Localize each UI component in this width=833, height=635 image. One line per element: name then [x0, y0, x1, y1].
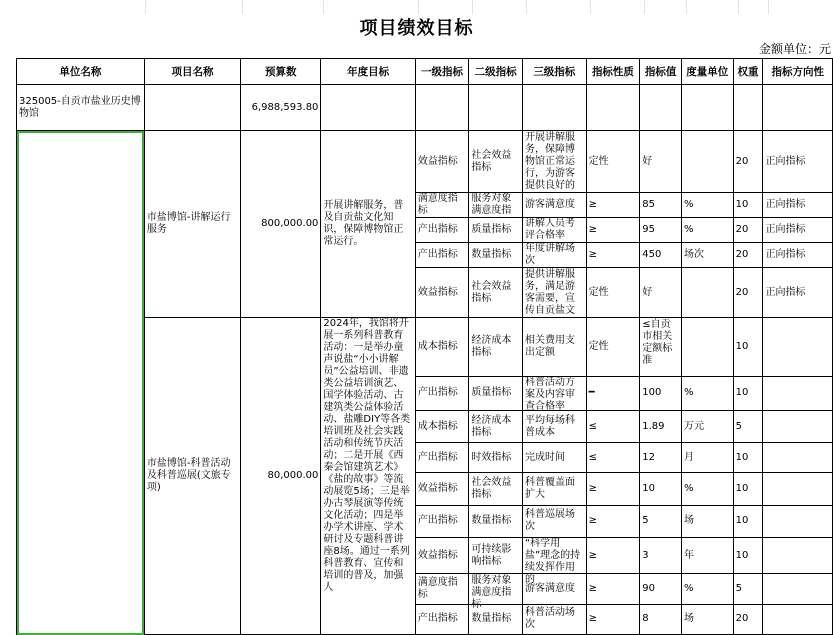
unit-cell[interactable]: % [681, 193, 733, 218]
empty-cell[interactable] [415, 85, 469, 131]
header-row [17, 59, 833, 85]
level3-cell[interactable] [522, 131, 586, 193]
level2-cell[interactable]: 社会效益指标 [469, 268, 523, 318]
project1-goal-cell[interactable]: 开展讲解服务，普及自贡盐文化知识，保障博物馆正常运行。 [321, 131, 415, 318]
unit-budget-cell[interactable]: 6,988,593.80 [241, 85, 321, 131]
empty-cell[interactable] [469, 85, 523, 131]
nature-cell[interactable]: 定性 [586, 268, 640, 318]
weight-cell[interactable]: 20 [733, 218, 763, 243]
level3-cell[interactable]: 科普活动场次 [522, 604, 586, 634]
header-measure-unit[interactable]: 度量单位 [681, 59, 733, 85]
direction-cell[interactable] [763, 473, 833, 505]
empty-cell[interactable] [522, 85, 586, 131]
nature-cell[interactable]: ≥ [586, 243, 640, 268]
level2-cell[interactable]: 可持续影响指标 [469, 538, 523, 574]
weight-cell[interactable]: 5 [733, 574, 763, 604]
unit-cell[interactable] [681, 131, 733, 193]
level3-text: 开展讲解服务，保障博物馆正常运行，为游客提供良好的 [524, 131, 575, 191]
project1-name-cell[interactable]: 市盐博馆-讲解运行服务 [144, 131, 240, 318]
direction-cell[interactable] [763, 376, 833, 410]
empty-cell[interactable] [681, 85, 733, 131]
weight-cell[interactable]: 10 [733, 443, 763, 473]
unit-cell[interactable]: 万元 [681, 410, 733, 442]
direction-cell[interactable] [763, 574, 833, 604]
header-annual-goal[interactable]: 年度目标 [321, 59, 415, 85]
unit-cell[interactable]: % [681, 376, 733, 410]
level3-text: 提供讲解服务，满足游客需要，宣传自贡盐文 [524, 268, 575, 316]
value-text: ≤自贡市相关定额标准 [642, 318, 673, 366]
table-row [17, 131, 833, 193]
direction-cell[interactable] [763, 505, 833, 537]
project2-name-cell[interactable]: 市盐博馆-科普活动及科普巡展(文旅专项) [144, 318, 240, 635]
header-indicator-value[interactable]: 指标值 [640, 59, 682, 85]
level3-cell[interactable] [522, 218, 586, 243]
unit-cell[interactable] [681, 318, 733, 377]
direction-cell[interactable]: 正向指标 [763, 218, 833, 243]
direction-cell[interactable] [763, 538, 833, 574]
direction-cell[interactable] [763, 604, 833, 634]
empty-cell[interactable] [586, 85, 640, 131]
empty-cell[interactable] [640, 85, 682, 131]
level1-cell[interactable]: 产出指标 [415, 604, 469, 634]
level1-cell[interactable]: 满意度指标 [415, 574, 469, 604]
level3-cell[interactable]: 相关费用支出定额 [522, 318, 586, 377]
level1-cell[interactable]: 产出指标 [415, 376, 469, 410]
direction-cell[interactable] [763, 443, 833, 473]
level3-cell[interactable]: 游客满意度 [522, 574, 586, 604]
level3-cell[interactable]: 平均每场科普成本 [522, 410, 586, 442]
nature-cell[interactable]: ━ [586, 376, 640, 410]
value-cell[interactable]: 450 [640, 243, 682, 268]
level1-cell[interactable]: 产出指标 [415, 218, 469, 243]
level1-cell[interactable]: 效益指标 [415, 473, 469, 505]
level1-cell[interactable]: 产出指标 [415, 505, 469, 537]
value-cell[interactable]: 5 [640, 505, 682, 537]
header-level2-indicator[interactable]: 二级指标 [469, 59, 523, 85]
unit-cell[interactable]: % [681, 218, 733, 243]
level2-cell[interactable]: 经济成本指标 [469, 410, 523, 442]
value-cell[interactable]: 85 [640, 193, 682, 218]
empty-cell[interactable] [321, 85, 415, 131]
weight-cell[interactable]: 10 [733, 318, 763, 377]
level2-cell[interactable]: 时效指标 [469, 443, 523, 473]
unit-cell[interactable]: % [681, 574, 733, 604]
direction-cell[interactable] [763, 318, 833, 377]
level3-cell[interactable] [522, 268, 586, 318]
weight-cell[interactable]: 10 [733, 473, 763, 505]
nature-cell[interactable]: ≥ [586, 218, 640, 243]
level1-cell[interactable]: 效益指标 [415, 131, 469, 193]
nature-cell[interactable]: ≤ [586, 443, 640, 473]
level3-cell[interactable] [522, 243, 586, 268]
level2-cell[interactable]: 经济成本指标 [469, 318, 523, 377]
direction-cell[interactable]: 正向指标 [763, 268, 833, 318]
header-indicator-nature[interactable]: 指标性质 [586, 59, 640, 85]
level3-cell[interactable] [522, 376, 586, 410]
level2-cell[interactable]: 质量指标 [469, 376, 523, 410]
weight-cell[interactable]: 20 [733, 243, 763, 268]
weight-cell[interactable]: 20 [733, 604, 763, 634]
unit-cell[interactable] [681, 268, 733, 318]
performance-targets-table [16, 58, 833, 635]
level3-text: 年度讲解场次 [524, 243, 575, 266]
weight-cell[interactable]: 20 [733, 131, 763, 193]
level1-cell[interactable]: 产出指标 [415, 443, 469, 473]
level2-text: 服务对象满意度指 [471, 193, 512, 216]
level2-cell[interactable]: 质量指标 [469, 218, 523, 243]
project2-goal-cell[interactable] [321, 318, 415, 635]
value-cell[interactable]: 1.89 [640, 410, 682, 442]
unit-cell[interactable]: 场 [681, 505, 733, 537]
weight-cell[interactable]: 10 [733, 505, 763, 537]
direction-cell[interactable]: 正向指标 [763, 243, 833, 268]
weight-cell[interactable]: 10 [733, 538, 763, 574]
value-cell[interactable]: 好 [640, 131, 682, 193]
level1-cell[interactable]: 成本指标 [415, 318, 469, 377]
value-cell[interactable]: 100 [640, 376, 682, 410]
unit-cell[interactable]: % [681, 473, 733, 505]
project2-budget-cell[interactable]: 80,000.00 [241, 318, 321, 635]
level2-cell[interactable]: 社会效益指标 [469, 473, 523, 505]
level2-cell[interactable]: 数量指标 [469, 505, 523, 537]
weight-cell[interactable]: 20 [733, 268, 763, 318]
direction-cell[interactable] [763, 410, 833, 442]
selected-merged-cell[interactable] [17, 131, 145, 635]
weight-cell[interactable]: 5 [733, 410, 763, 442]
weight-cell[interactable]: 10 [733, 376, 763, 410]
level3-cell[interactable] [522, 538, 586, 586]
nature-cell[interactable]: ≥ [586, 505, 640, 537]
value-cell[interactable]: 95 [640, 218, 682, 243]
unit-name-cell[interactable]: 325005-自贡市盐业历史博物馆 [17, 85, 145, 131]
level1-cell[interactable]: 效益指标 [415, 268, 469, 318]
nature-cell[interactable]: ≤ [586, 410, 640, 442]
currency-unit-label: 金额单位：元 [758, 42, 831, 56]
weight-cell[interactable]: 10 [733, 193, 763, 218]
nature-cell[interactable]: ≥ [586, 193, 640, 218]
direction-cell[interactable]: 正向指标 [763, 131, 833, 193]
header-level1-indicator[interactable]: 一级指标 [415, 59, 469, 85]
empty-cell[interactable] [144, 85, 240, 131]
unit-cell[interactable]: 年 [681, 538, 733, 574]
empty-cell[interactable] [733, 85, 763, 131]
value-cell[interactable]: 90 [640, 574, 682, 604]
level3-text: 科普活动方案及内容审查合格率 [524, 376, 575, 412]
nature-cell[interactable]: ≥ [586, 538, 640, 574]
project1-budget-cell[interactable]: 800,000.00 [241, 131, 321, 318]
level3-cell[interactable]: 科普覆盖面扩大 [522, 473, 586, 505]
project2-goal-text: 2024年，我馆将开展一系列科普教育活动：一是举办童声说盐“小小讲解员”公益培训、非遗类公益培训演艺、国学体验活动、古建筑类公益体验活动、盐雕DIY等各类培训班及社会实践活动和传统节庆活动；二是开展《西秦会馆建筑艺术》《盐的故事》等流动展览5场；三是举办古琴展演等传统文化活动；四是举办学术讲座、学术研讨及专题科普讲座8场。通过一系列科普教育、宣传和培训的普及，加强人 [323, 318, 411, 593]
spreadsheet-column-strip [0, 0, 833, 14]
unit-cell[interactable]: 场次 [681, 243, 733, 268]
nature-cell[interactable]: 定性 [586, 318, 640, 377]
level3-text: 讲解人员考评合格率 [524, 218, 575, 241]
value-cell[interactable]: 3 [640, 538, 682, 574]
level2-cell[interactable] [469, 193, 523, 218]
nature-cell[interactable]: ≥ [586, 473, 640, 505]
level3-cell[interactable]: 科普巡展场次 [522, 505, 586, 537]
value-cell[interactable]: 好 [640, 268, 682, 318]
nature-cell[interactable]: 定性 [586, 131, 640, 193]
level3-cell[interactable]: 完成时间 [522, 443, 586, 473]
direction-cell[interactable]: 正向指标 [763, 193, 833, 218]
empty-cell[interactable] [763, 85, 833, 131]
header-weight[interactable]: 权重 [733, 59, 763, 85]
level1-cell[interactable]: 满意度指标 [415, 193, 469, 218]
level2-cell[interactable]: 数量指标 [469, 243, 523, 268]
unit-cell[interactable]: 场 [681, 604, 733, 634]
nature-cell[interactable]: ≥ [586, 574, 640, 604]
unit-cell[interactable]: 月 [681, 443, 733, 473]
nature-cell[interactable]: ≥ [586, 604, 640, 634]
unit-summary-row [17, 85, 833, 131]
value-cell[interactable] [640, 318, 682, 377]
value-cell[interactable]: 12 [640, 443, 682, 473]
level1-cell[interactable]: 成本指标 [415, 410, 469, 442]
level1-cell[interactable]: 产出指标 [415, 243, 469, 268]
page-title: 项目绩效目标 [359, 18, 474, 39]
header-unit-name[interactable]: 单位名称 [17, 59, 145, 85]
level2-cell[interactable] [469, 574, 523, 611]
level2-cell[interactable]: 社会效益指标 [469, 131, 523, 193]
level1-cell[interactable]: 效益指标 [415, 538, 469, 574]
header-project-name[interactable]: 项目名称 [144, 59, 240, 85]
level3-text: “科学用盐”理念的持续发挥作用的 [524, 538, 581, 586]
level2-cell[interactable]: 数量指标 [469, 604, 523, 634]
header-direction[interactable]: 指标方向性 [763, 59, 833, 85]
value-cell[interactable]: 8 [640, 604, 682, 634]
value-cell[interactable]: 10 [640, 473, 682, 505]
level2-text: 服务对象满意度指标 [471, 575, 512, 611]
level3-cell[interactable]: 游客满意度 [522, 193, 586, 218]
header-budget[interactable]: 预算数 [241, 59, 321, 85]
header-level3-indicator[interactable]: 三级指标 [522, 59, 586, 85]
